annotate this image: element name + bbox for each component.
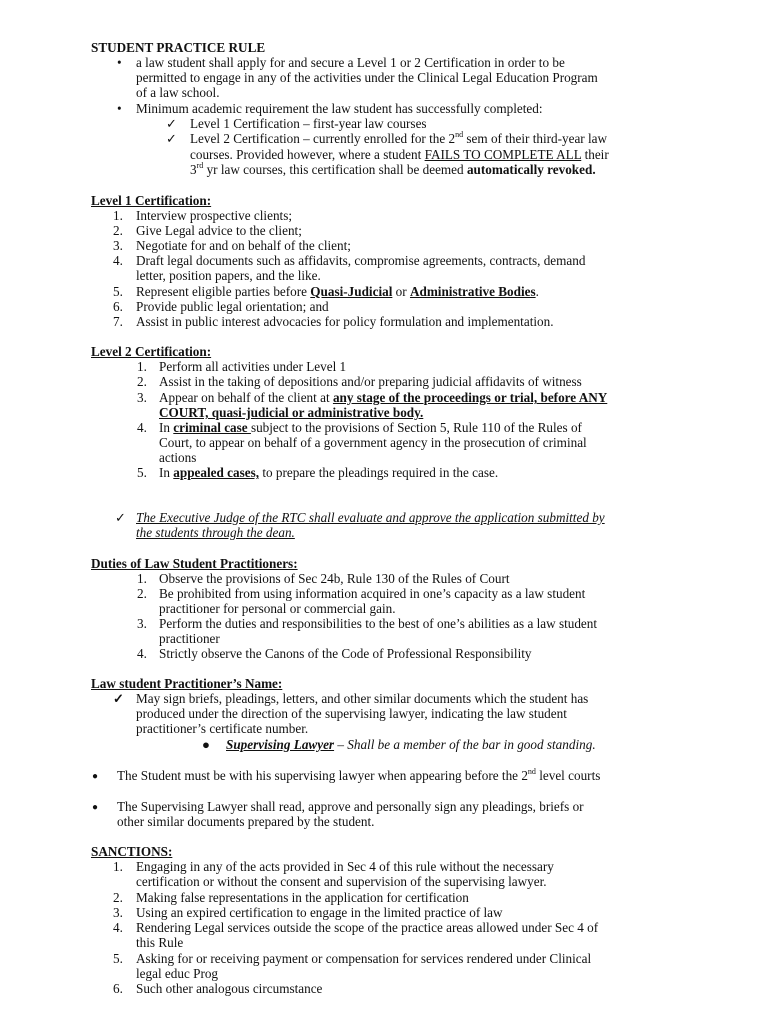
list-number: 4.: [137, 646, 147, 661]
text-run: .: [535, 284, 539, 299]
list-number: 3.: [137, 390, 147, 405]
text-run: Appear on behalf of the client at: [159, 390, 333, 405]
list-item-continuation: certification or without the consent and supervision of the supervising lawyer.: [136, 874, 547, 889]
page-title: STUDENT PRACTICE RULE: [91, 40, 266, 55]
list-number: 7.: [113, 314, 123, 329]
bullet-item: The Supervising Lawyer shall read, approve and personally sign any pleadings, briefs or: [117, 799, 584, 814]
checkmark-icon: ✓: [166, 116, 178, 131]
text-run: In: [159, 420, 174, 435]
list-item: Negotiate for and on behalf of the client;: [136, 238, 351, 253]
bold-underlined-text: Supervising Lawyer: [226, 737, 335, 752]
list-number: 2.: [113, 223, 123, 238]
section-heading: SANCTIONS:: [91, 844, 173, 859]
text-run: or: [392, 284, 410, 299]
check-item-text: Level 2 Certification – currently enrolled for the 2: [190, 131, 456, 146]
list-number: 2.: [137, 586, 147, 601]
list-item: Perform the duties and responsibilities to the best of one’s abilities as a law student: [159, 616, 598, 631]
list-item: Strictly observe the Canons of the Code of Professional Responsibility: [159, 646, 532, 661]
bullet-item-continuation: other similar documents prepared by the student.: [117, 814, 375, 829]
list-item: Asking for or receiving payment or compensation for services rendered under Clinical: [136, 951, 592, 966]
list-item-continuation: actions: [159, 450, 197, 465]
bullet-dot-icon: •: [117, 101, 122, 116]
list-item: [159, 390, 607, 405]
text-run: subject to the provisions of Section 5, Rule 110 of the Rules of: [250, 420, 582, 435]
intro-bullet-line: a law student shall apply for and secure a Level 1 or 2 Certification in order to be: [136, 55, 565, 70]
list-item: Such other analogous circumstance: [136, 981, 323, 996]
text-run: In: [159, 465, 174, 480]
checkmark-icon: ✓: [115, 510, 127, 525]
superscript: rd: [196, 160, 204, 170]
bullet-dot-icon: ●: [92, 771, 99, 782]
list-number: 2.: [137, 374, 147, 389]
text-run: The Student must be with his supervising lawyer when appearing before the 2: [117, 768, 528, 783]
section-heading: Duties of Law Student Practitioners:: [91, 556, 298, 571]
list-number: 1.: [113, 208, 123, 223]
bullet-dot-icon: ●: [92, 802, 99, 813]
list-item: [136, 284, 539, 299]
checkmark-icon: ✓: [166, 131, 178, 146]
list-number: 4.: [113, 920, 123, 935]
bold-underlined-text: Quasi-Judicial: [310, 284, 393, 299]
list-item: Making false representations in the application for certification: [136, 890, 469, 905]
text-run: level courts: [535, 768, 601, 783]
check-item: Level 1 Certification – first-year law courses: [190, 116, 427, 131]
superscript: nd: [455, 129, 464, 139]
supervising-lawyer-note: [226, 737, 596, 752]
bullet-dot-icon: •: [117, 55, 122, 70]
bold-underlined-text: appealed cases,: [173, 465, 260, 480]
judge-note: the students through the dean.: [136, 525, 295, 540]
list-item-continuation: COURT, quasi-judicial or administrative body.: [159, 405, 424, 420]
check-item-line: [190, 147, 609, 162]
list-item-continuation: practitioner’s certificate number.: [136, 721, 309, 736]
list-item: Be prohibited from using information acquired in one’s capacity as a law student: [159, 586, 586, 601]
list-item-continuation: Court, to appear on behalf of a government agency in the prosecution of criminal: [159, 435, 587, 450]
bold-underlined-text: Administrative Bodies: [409, 284, 536, 299]
checkmark-icon: ✓: [113, 691, 125, 706]
list-item: May sign briefs, pleadings, letters, and other similar documents which the student has: [136, 691, 589, 706]
underlined-text: FAILS TO COMPLETE ALL: [424, 147, 582, 162]
bullet-item: [117, 768, 600, 783]
list-number: 3.: [113, 905, 123, 920]
list-item: Give Legal advice to the client;: [136, 223, 302, 238]
list-item: [159, 420, 582, 435]
bold-text: automatically revoked.: [466, 162, 596, 177]
intro-bullet-line: permitted to engage in any of the activities under the Clinical Legal Education Program: [136, 70, 598, 85]
intro-bullet-line: Minimum academic requirement the law student has successfully completed:: [136, 101, 543, 116]
section-heading: Level 2 Certification:: [91, 344, 212, 359]
text-run: their: [581, 147, 609, 162]
list-number: 6.: [113, 981, 123, 996]
section-heading: Level 1 Certification:: [91, 193, 212, 208]
check-item-line: [190, 162, 596, 177]
section-heading: Law student Practitioner’s Name:: [91, 676, 283, 691]
list-item: Assist in the taking of depositions and/or preparing judicial affidavits of witness: [159, 374, 582, 389]
list-item: Using an expired certification to engage in the limited practice of law: [136, 905, 503, 920]
bullet-dot-icon: ●: [202, 737, 210, 752]
list-item: Perform all activities under Level 1: [159, 359, 347, 374]
list-item-continuation: this Rule: [136, 935, 184, 950]
list-number: 1.: [137, 359, 147, 374]
list-number: 4.: [137, 420, 147, 435]
superscript: nd: [527, 766, 536, 776]
text-run: – Shall be a member of the bar in good standing.: [334, 737, 596, 752]
list-item: Assist in public interest advocacies for policy formulation and implementation.: [136, 314, 554, 329]
bold-underlined-text: any stage of the proceedings or trial, before ANY: [332, 390, 608, 405]
check-item-text: sem of their third-year law: [463, 131, 608, 146]
list-number: 5.: [113, 284, 123, 299]
list-number: 6.: [113, 299, 123, 314]
list-number: 5.: [113, 951, 123, 966]
intro-bullet-line: of a law school.: [136, 85, 220, 100]
list-item-continuation: letter, position papers, and the like.: [136, 268, 321, 283]
text-run: Represent eligible parties before: [136, 284, 311, 299]
text-run: 3: [190, 162, 197, 177]
list-number: 4.: [113, 253, 123, 268]
list-number: 5.: [137, 465, 147, 480]
list-item: Rendering Legal services outside the scope of the practice areas allowed under Sec 4 of: [136, 920, 599, 935]
list-number: 2.: [113, 890, 123, 905]
judge-note: The Executive Judge of the RTC shall evaluate and approve the application submitted by: [136, 510, 605, 525]
list-item: Interview prospective clients;: [136, 208, 292, 223]
check-item: [190, 131, 607, 146]
list-item-continuation: practitioner: [159, 631, 220, 646]
list-number: 3.: [137, 616, 147, 631]
list-item-continuation: produced under the direction of the supervising lawyer, indicating the law student: [136, 706, 567, 721]
text-run: yr law courses, this certification shall be deemed: [203, 162, 467, 177]
list-number: 1.: [113, 859, 123, 874]
text-run: to prepare the pleadings required in the case.: [259, 465, 499, 480]
list-item: Observe the provisions of Sec 24b, Rule 130 of the Rules of Court: [159, 571, 510, 586]
list-item: [159, 465, 498, 480]
list-item: Provide public legal orientation; and: [136, 299, 329, 314]
list-item-continuation: legal educ Prog: [136, 966, 219, 981]
list-number: 1.: [137, 571, 147, 586]
text-run: courses. Provided however, where a student: [190, 147, 425, 162]
list-item: Draft legal documents such as affidavits, compromise agreements, contracts, demand: [136, 253, 586, 268]
list-item-continuation: practitioner for personal or commercial gain.: [159, 601, 396, 616]
bold-underlined-text: criminal case: [173, 420, 251, 435]
list-item: Engaging in any of the acts provided in Sec 4 of this rule without the necessary: [136, 859, 554, 874]
list-number: 3.: [113, 238, 123, 253]
